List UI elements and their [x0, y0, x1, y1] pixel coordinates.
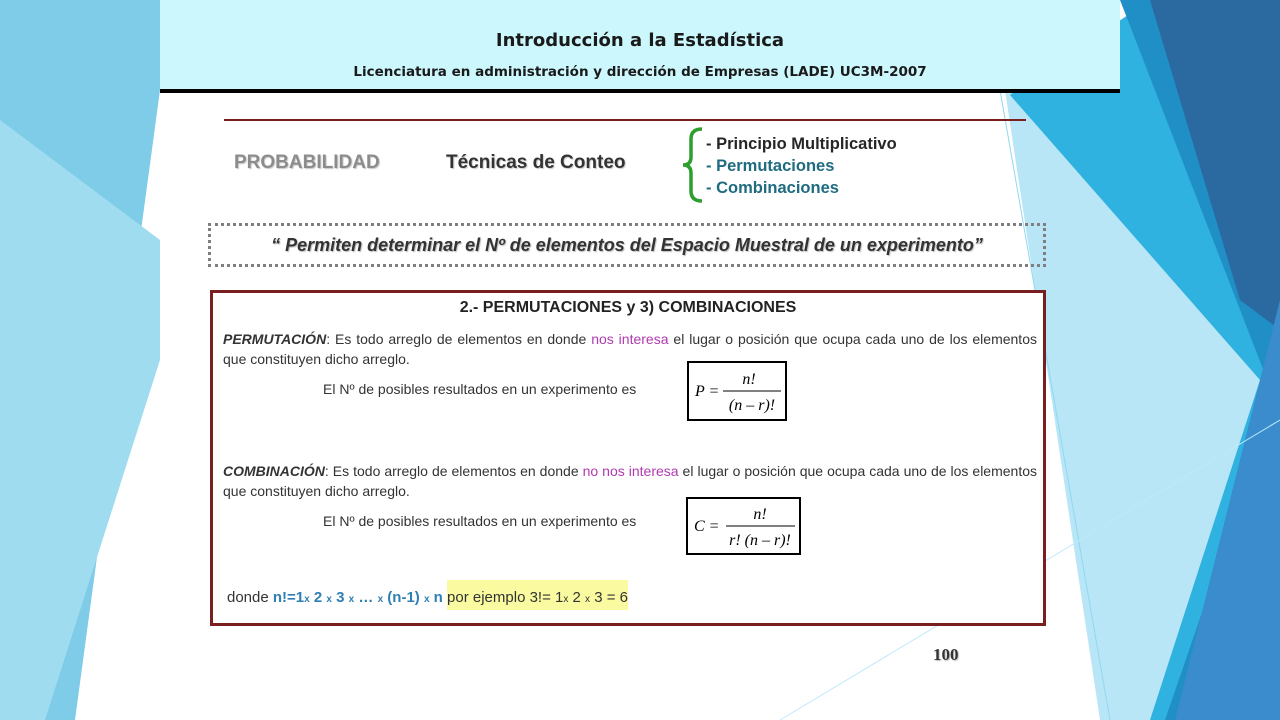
- method-principio: - Principio Multiplicativo: [706, 135, 897, 153]
- counting-methods-list: [706, 133, 897, 199]
- combinacion-result-text: El Nº de posibles resultados en un experimento es: [323, 513, 637, 529]
- header-title: Introducción a la Estadística: [495, 30, 785, 51]
- formula-p-numerator: n!: [742, 371, 756, 388]
- combinacion-highlight: no nos interesa: [582, 463, 679, 479]
- content-box: [210, 290, 1046, 626]
- quote-text: “ Permiten determinar el Nº de elementos del Espacio Muestral de un experimento”: [271, 235, 983, 255]
- formula-p-lhs: P =: [695, 383, 720, 400]
- method-permutaciones: - Permutaciones: [706, 157, 835, 175]
- permutation-formula: [687, 361, 787, 421]
- probabilidad-label: PROBABILIDAD: [234, 152, 380, 173]
- permutacion-definition: PERMUTACIÓN: Es todo arreglo de elementos en donde nos interesa el lugar o posición que ocupa cada uno de los elementos que constituyen dicho arreglo.: [223, 331, 1037, 367]
- combinacion-definition: COMBINACIÓN: Es todo arreglo de elementos en donde no nos interesa el lugar o posición que ocupa cada uno de los elementos que constituyen dicho arreglo.: [223, 463, 1038, 499]
- slide-header: [160, 0, 1120, 93]
- quote-box: [208, 223, 1046, 267]
- permutacion-term: PERMUTACIÓN: [223, 331, 327, 347]
- formula-p-denominator: (n – r)!: [728, 397, 776, 414]
- curly-brace-icon: [680, 125, 706, 205]
- section-title: 2.- PERMUTACIONES y 3) COMBINACIONES: [459, 299, 797, 316]
- combination-formula: [686, 497, 801, 555]
- factorial-example: por ejemplo 3!= 1x 2 x 3 = 6: [447, 580, 628, 610]
- factorial-note: donde n!=1x 2 x 3 x … x (n-1) x n por ejemplo 3!= 1x 2 x 3 = 6: [227, 589, 628, 606]
- page-number: 100: [933, 645, 959, 664]
- formula-c-numerator: n!: [753, 506, 767, 523]
- header-subtitle: Licenciatura en administración y dirección de Empresas (LADE) UC3M-2007: [353, 64, 927, 80]
- formula-c-lhs: C =: [694, 518, 720, 535]
- method-combinaciones: - Combinaciones: [706, 179, 839, 197]
- divider-rule: [224, 119, 1026, 121]
- tecnicas-label: Técnicas de Conteo: [446, 152, 626, 173]
- combinacion-term: COMBINACIÓN: [223, 463, 325, 479]
- permutacion-result-text: El Nº de posibles resultados en un experimento es: [323, 381, 637, 397]
- formula-c-denominator: r! (n – r)!: [729, 532, 791, 549]
- permutacion-highlight: nos interesa: [591, 331, 669, 347]
